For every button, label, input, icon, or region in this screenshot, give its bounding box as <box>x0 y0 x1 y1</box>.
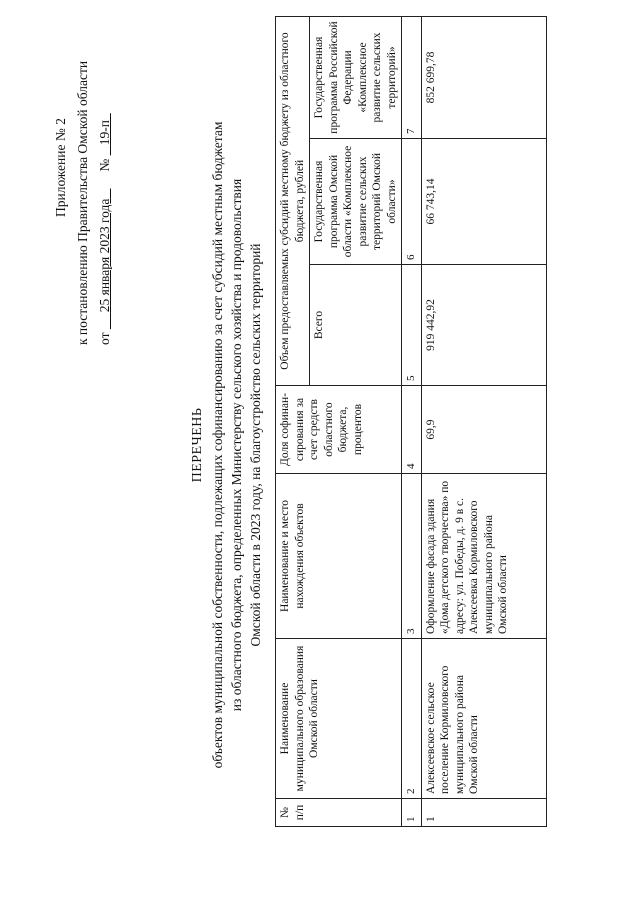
appendix-from-label: от <box>97 332 112 345</box>
header-municipality: Наименование муниципального образования Омской области <box>276 639 402 799</box>
appendix-date-line <box>94 45 116 345</box>
header-object: Наименование и место нахождения объектов <box>276 474 402 639</box>
row-share: 69,9 <box>421 386 546 474</box>
appendix-number-value: 19-п <box>97 120 112 146</box>
column-number: 7 <box>402 17 422 139</box>
table-row <box>421 17 546 827</box>
header-volume: Объем предоставляемых субсидий местному бюджету из областного бюджета, рублей <box>276 17 310 386</box>
header-program-region: Государственная программа Омской области «Комплексное развитие сельских территорий Омской области» <box>310 139 402 265</box>
row-object: Оформление фасада здания «Дома детского творчества» по адресу: ул. Победы, д. 9 в с. Алексеевка Кормиловского муниципального района Омской области <box>421 474 546 639</box>
header-program-federal: Государственная программа Российской Федерации «Комплексное развитие сельских территорий» <box>310 17 402 139</box>
appendix-number: Приложение № 2 <box>53 118 68 217</box>
column-number: 2 <box>402 639 422 799</box>
heading-line-2: из областного бюджета, определенных Министерству сельского хозяйства и продовольствия <box>229 178 244 712</box>
column-number-row <box>402 17 422 827</box>
page-title: ПЕРЕЧЕНЬ <box>190 407 205 483</box>
heading-line-3: Омской области в 2023 году, на благоустройство сельских территорий <box>248 243 263 647</box>
column-number: 3 <box>402 474 422 639</box>
appendix-block <box>50 45 116 345</box>
header-no: № п/п <box>276 799 402 827</box>
row-no: 1 <box>421 799 546 827</box>
row-municipality: Алексеевское сельское поселение Кормиловского муниципального района Омской области <box>421 639 546 799</box>
column-number: 6 <box>402 139 422 265</box>
column-number: 1 <box>402 799 422 827</box>
appendix-date: 25 января 2023 года <box>97 198 112 313</box>
header-share: Доля софинан-сирования за счет средств областного бюджета, процентов <box>276 386 402 474</box>
document-heading <box>188 95 265 795</box>
appendix-resolution-ref: к постановлению Правительства Омской области <box>75 60 90 345</box>
heading-line-1: объектов муниципальной собственности, подлежащих софинансированию за счет субсидий местным бюджетам <box>210 121 225 769</box>
appendix-num-label: № <box>97 158 112 172</box>
objects-table <box>275 16 547 827</box>
row-program-region: 66 743,14 <box>421 139 546 265</box>
row-total: 919 442,92 <box>421 265 546 386</box>
column-number: 4 <box>402 386 422 474</box>
row-program-federal: 852 699,78 <box>421 17 546 139</box>
header-total: Всего <box>310 265 402 386</box>
column-number: 5 <box>402 265 422 386</box>
